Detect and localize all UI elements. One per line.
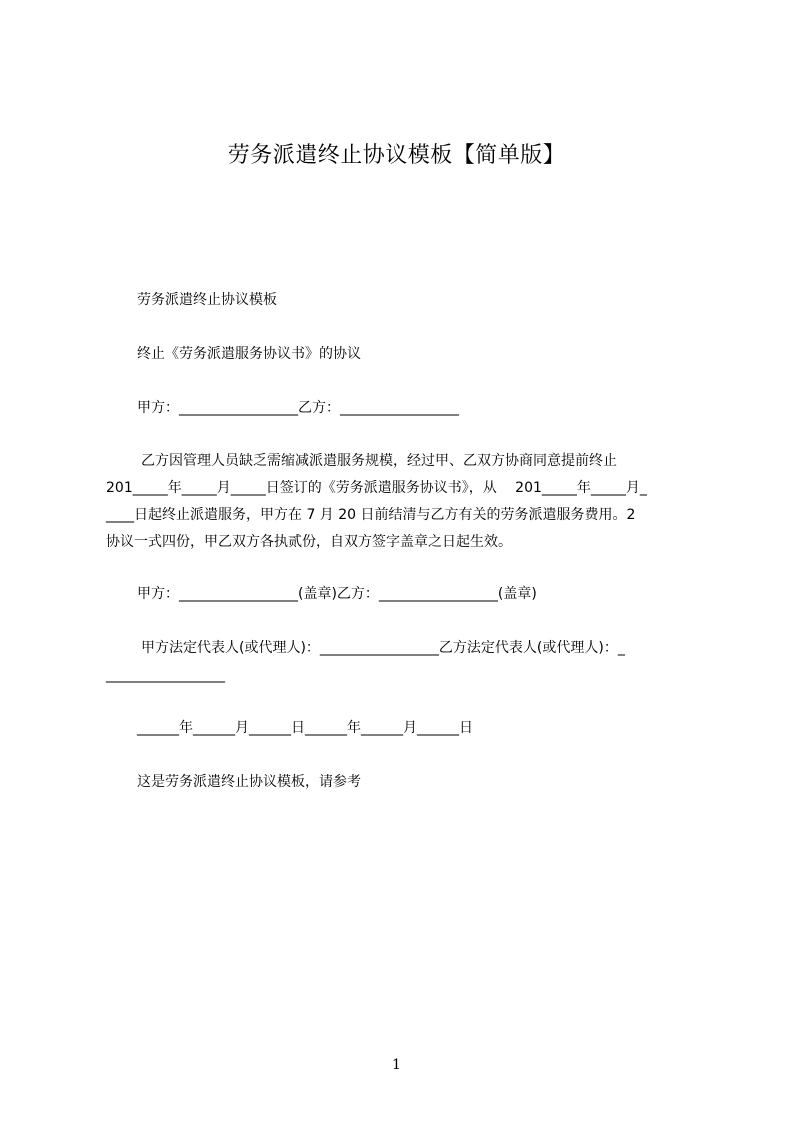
body-line-4: 协议一式四份，甲乙双方各执贰份，自双方签字盖章之日起生效。	[106, 534, 512, 550]
body-line-1: 乙方因管理人员缺乏需缩减派遣服务规模，经过甲、乙双方协商同意提前终止	[141, 453, 617, 469]
seal-line: 甲方：_________________(盖章)乙方：_________________(盖章)	[137, 586, 537, 602]
parties-line: 甲方：_________________乙方：_________________	[137, 400, 459, 416]
closing-note: 这是劳务派遣终止协议模板，请参考	[137, 774, 361, 790]
body-line-3: ____日起终止派遣服务，甲方在 7 月 20 日前结清与乙方有关的劳务派遣服务费用。2	[106, 507, 636, 523]
representative-line-1: 甲方法定代表人(或代理人)：_________________乙方法定代表人(或代理人)：_	[141, 640, 625, 656]
document-heading: 劳务派遣终止协议模板	[137, 292, 277, 308]
date-line: ______年______月______日______年______月______日	[137, 720, 473, 736]
document-title: 劳务派遣终止协议模板【简单版】	[227, 143, 566, 168]
page-number: 1	[392, 1057, 401, 1073]
body-line-2: 201_____年_____月_____日签订的《劳务派遣服务协议书》，从 201_____年_____月_	[106, 480, 647, 496]
agreement-subject: 终止《劳务派遣服务协议书》的协议	[137, 346, 361, 362]
representative-line-2: _________________	[106, 667, 225, 683]
